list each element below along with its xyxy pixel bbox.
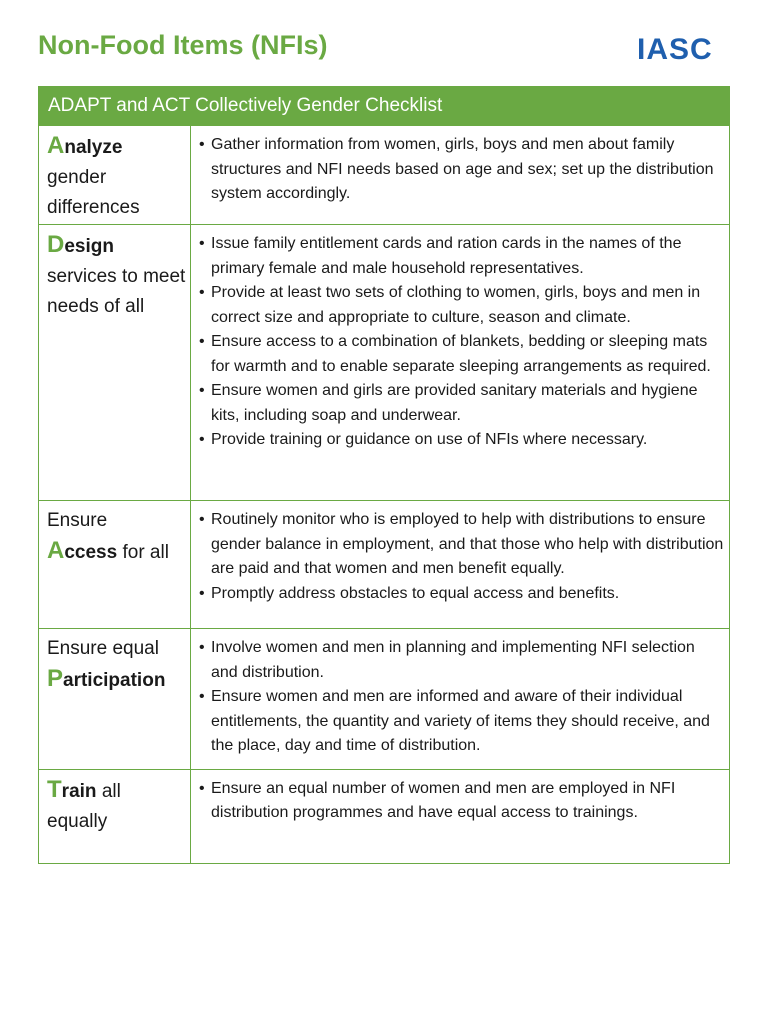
actions-cell-access — [191, 501, 730, 629]
checklist-header-row — [39, 87, 730, 126]
stage-keyword-rest: esign — [64, 236, 114, 257]
actions-cell-analyze — [191, 126, 730, 225]
stage-prefix: Ensure — [47, 510, 108, 531]
action-item: • Ensure women and girls are provided sanitary materials and hygiene kits, including soap and underwear. — [199, 379, 725, 428]
checklist-header: ADAPT and ACT Collectively Gender Checklist — [39, 87, 730, 126]
action-item: • Issue family entitlement cards and ration cards in the names of the primary female and male household representatives. — [199, 232, 725, 281]
actions-cell-train — [191, 769, 730, 863]
iasc-logo: IASC — [637, 33, 713, 66]
stage-keyword-rest: nalyze — [64, 137, 123, 158]
action-item: • Ensure women and men are informed and aware of their individual entitlements, the quantity and variety of items they should receive, and the place, day and time of distribution. — [199, 685, 725, 759]
action-item: • Gather information from women, girls, boys and men about family structures and NFI needs based on age and sex; set up the distribution system accordingly. — [199, 133, 725, 207]
action-list — [191, 770, 729, 836]
action-item: • Ensure access to a combination of blankets, bedding or sleeping mats for warmth and to enable separate sleeping arrangements as required. — [199, 330, 725, 379]
stage-keyword-rest: ccess — [64, 542, 118, 563]
checklist-row-design — [39, 225, 730, 501]
action-item: • Ensure an equal number of women and men are employed in NFI distribution programmes and have equal access to trainings. — [199, 777, 725, 826]
stage-initial-letter: A — [47, 537, 65, 564]
checklist-row-analyze — [39, 126, 730, 225]
checklist-row-participation — [39, 629, 730, 770]
stage-suffix: all equally — [47, 780, 121, 832]
action-list — [191, 501, 729, 616]
checklist-row-train — [39, 769, 730, 863]
stage-prefix: Ensure equal — [47, 638, 159, 659]
stage-cell-access — [39, 501, 191, 629]
stage-suffix: services to meet needs of all — [47, 266, 186, 317]
action-list — [191, 225, 729, 463]
action-item: • Promptly address obstacles to equal access and benefits. — [199, 582, 725, 607]
action-list — [191, 629, 729, 769]
stage-initial-letter: T — [47, 775, 62, 803]
actions-cell-design — [191, 225, 730, 501]
action-item: • Routinely monitor who is employed to help with distributions to ensure gender balance in employment, and that those who help with distribution are paid and that women and men benefit equally. — [199, 508, 725, 582]
actions-cell-participation — [191, 629, 730, 770]
stage-suffix: gender differences — [47, 167, 140, 218]
action-item: • Provide training or guidance on use of NFIs where necessary. — [199, 428, 725, 453]
stage-keyword-rest: articipation — [63, 670, 166, 691]
checklist-row-access — [39, 501, 730, 629]
stage-cell-train — [39, 769, 191, 863]
stage-suffix: for all — [122, 542, 169, 563]
action-list — [191, 126, 729, 217]
action-item: • Provide at least two sets of clothing to women, girls, boys and men in correct size and appropriate to culture, season and climate. — [199, 281, 725, 330]
stage-keyword-rest: rain — [61, 780, 97, 802]
stage-initial-letter: A — [47, 132, 65, 159]
action-item: • Involve women and men in planning and implementing NFI selection and distribution. — [199, 636, 725, 685]
stage-cell-participation — [39, 629, 191, 770]
page-title: Non-Food Items (NFIs) — [38, 30, 328, 60]
gender-checklist-table — [38, 86, 730, 864]
stage-initial-letter: D — [47, 231, 65, 258]
stage-initial-letter: P — [47, 665, 64, 692]
stage-cell-design — [39, 225, 191, 501]
stage-cell-analyze — [39, 126, 191, 225]
